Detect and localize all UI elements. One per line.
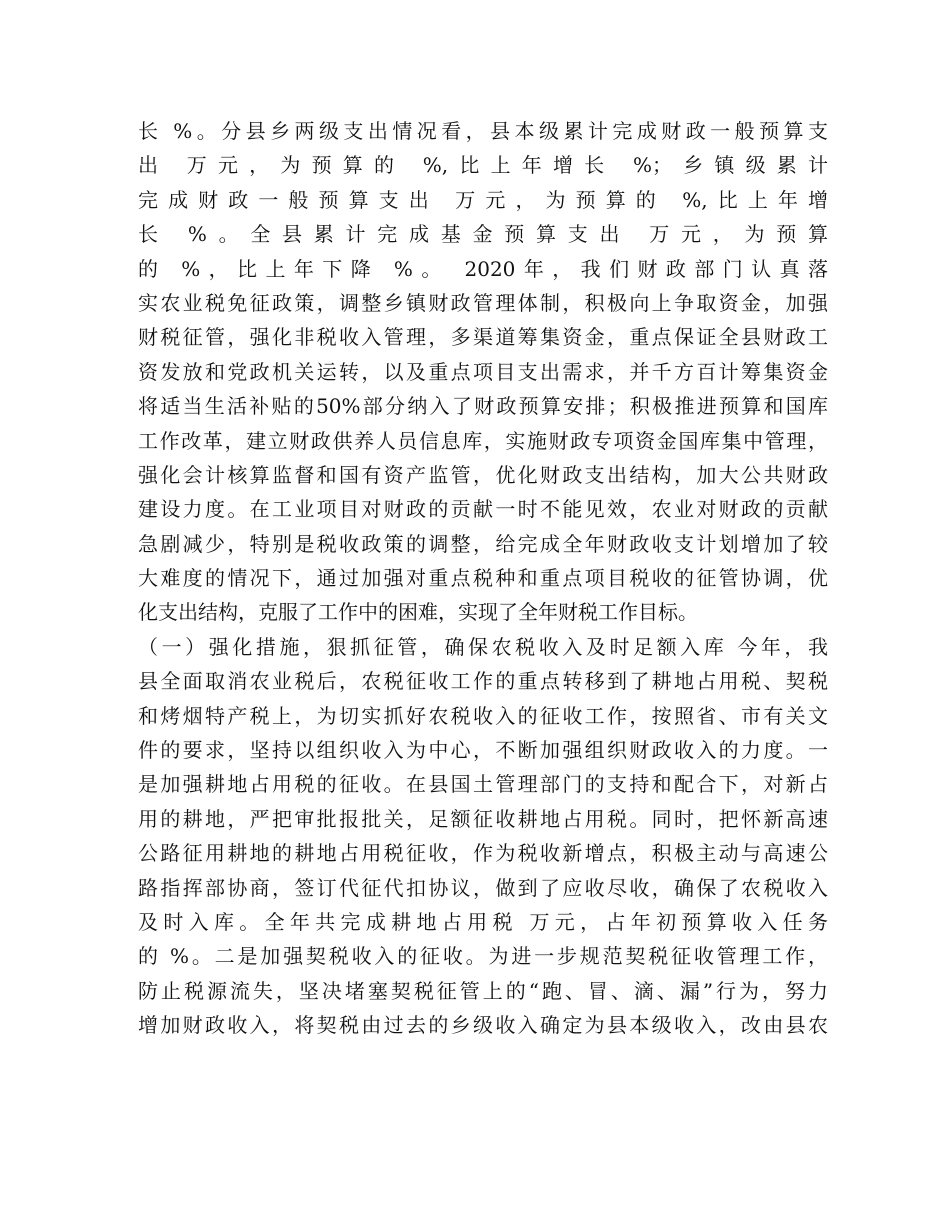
text-line-9: 将适当生活补贴的50%部分纳入了财政预算安排；积极推进预算和国库 <box>138 394 828 419</box>
text-line-21: 用的耕地，严把审批报批关，足额征收耕地占用税。同时，把怀新高速 <box>138 806 828 831</box>
text-line-18: 和烤烟特产税上，为切实抓好农税收入的征收工作，按照省、市有关文 <box>138 703 828 728</box>
text-line-24: 及时入库。全年共完成耕地占用税 万元，占年初预算收入任务 <box>138 909 828 934</box>
text-line-25: 的 %。二是加强契税收入的征收。为进一步规范契税征收管理工作， <box>138 944 828 969</box>
text-line-1: 长 %。分县乡两级支出情况看，县本级累计完成财政一般预算支 <box>138 119 828 143</box>
text-line-22: 公路征用耕地的耕地占用税征收，作为税收新增点，积极主动与高速公 <box>138 841 828 866</box>
text-line-7: 财税征管，强化非税收入管理，多渠道筹集资金，重点保证全县财政工 <box>138 325 828 350</box>
text-line-2: 出 万元，为预算的 %,比上年增长 %；乡镇级累计 <box>138 153 828 178</box>
text-line-5: 的 %，比上年下降 %。 2020年，我们财政部门认真落 <box>138 256 828 281</box>
text-line-10: 工作改革，建立财政供养人员信息库，实施财政专项资金国库集中管理， <box>138 428 828 453</box>
text-line-8: 资发放和党政机关运转，以及重点项目支出需求，并千方百计筹集资金 <box>138 359 828 384</box>
text-line-14: 大难度的情况下，通过加强对重点税种和重点项目税收的征管协调，优 <box>138 566 828 591</box>
text-line-17: 县全面取消农业税后，农税征收工作的重点转移到了耕地占用税、契税 <box>138 669 828 694</box>
text-line-4: 长 %。全县累计完成基金预算支出 万元，为预算 <box>138 222 828 247</box>
text-line-26: 防止税源流失，坚决堵塞契税征管上的“跑、冒、滴、漏”行为，努力 <box>138 978 828 1003</box>
text-line-15: 化支出结构，克服了工作中的困难，实现了全年财税工作目标。 <box>138 600 698 625</box>
text-line-16: （一）强化措施，狠抓征管，确保农税收入及时足额入库 今年，我 <box>138 634 828 659</box>
text-line-6: 实农业税免征政策，调整乡镇财政管理体制，积极向上争取资金，加强 <box>138 290 828 315</box>
text-line-12: 建设力度。在工业项目对财政的贡献一时不能见效，农业对财政的贡献 <box>138 497 828 522</box>
text-line-20: 是加强耕地占用税的征收。在县国土管理部门的支持和配合下，对新占 <box>138 772 828 797</box>
text-line-27: 增加财政收入，将契税由过去的乡级收入确定为县本级收入，改由县农 <box>138 1013 828 1038</box>
text-line-11: 强化会计核算监督和国有资产监管，优化财政支出结构，加大公共财政 <box>138 462 828 487</box>
text-line-3: 完成财政一般预算支出 万元，为预算的 %,比上年增 <box>138 187 828 212</box>
body-text <box>138 114 828 1043</box>
text-line-19: 件的要求，坚持以组织收入为中心，不断加强组织财政收入的力度。一 <box>138 738 828 763</box>
text-line-23: 路指挥部协商，签订代征代扣协议，做到了应收尽收，确保了农税收入 <box>138 875 828 900</box>
text-line-13: 急剧减少，特别是税收政策的调整，给完成全年财政收支计划增加了较 <box>138 531 828 556</box>
